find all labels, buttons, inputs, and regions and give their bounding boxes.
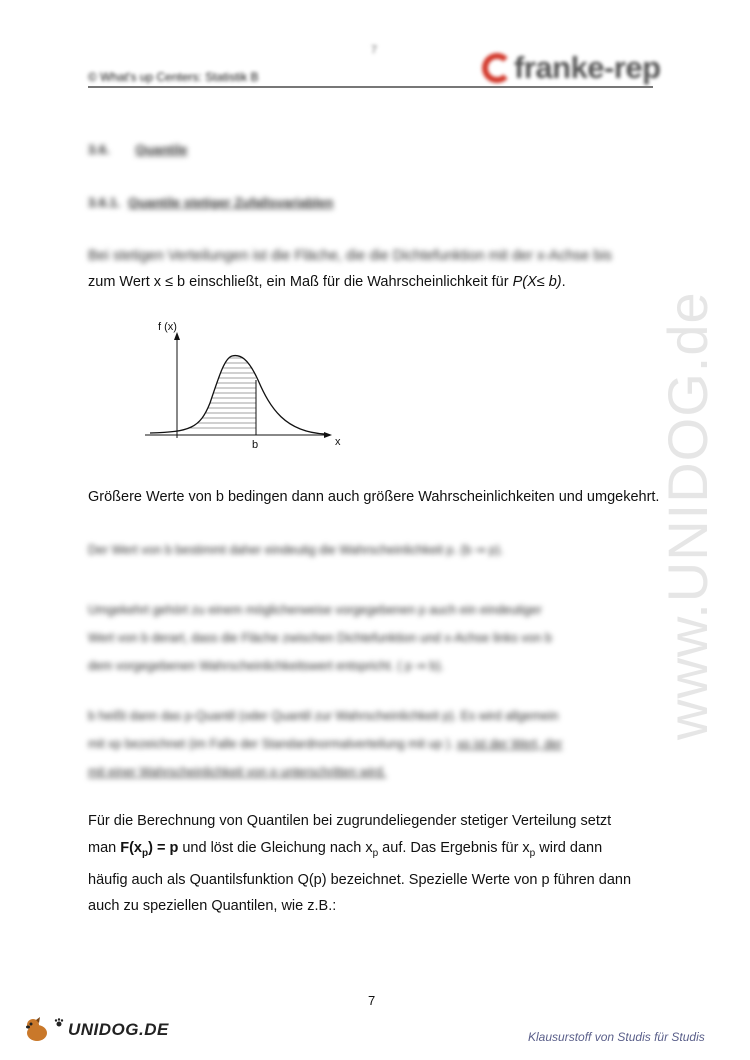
y-axis-label: f (x) [158,321,177,333]
section-heading [88,142,187,157]
para6-l2d: wird dann [535,839,603,856]
x-axis-label: x [335,436,341,448]
unidog-logo [22,1015,169,1045]
section-heading-number: 3.6. [88,142,110,157]
density-curve [150,356,325,434]
logo-c-icon [482,53,512,83]
subsection-heading-number: 3.6.1. [88,195,121,210]
header-left-text: © What's up Centers: Statistik B [88,70,259,84]
dog-icon [22,1015,52,1045]
header-page-number: 7 [371,44,378,56]
franke-rep-logo [482,48,661,88]
para6-line4: auch zu speziellen Quantilen, wie z.B.: [88,898,337,915]
subsection-heading-title: Quantile stetiger Zufallsvariablen [128,195,334,210]
para5-line1: b heißt dann das p-Quantil (oder Quantil zur Wahrscheinlichkeit p). Es wird allgemein [88,709,559,723]
para5-line2b: xp ist der Wert, der [456,737,563,751]
para6-l2c: auf. Das Ergebnis für x [378,839,530,856]
logo-text: franke-rep [514,50,661,85]
para6-l2-sub2: p [529,847,536,859]
para5-line3-text: mit einer Wahrscheinlichkeit von p unterschritten wird. [88,765,387,779]
para5-line2a: mit xp bezeichnet (im Falle der Standardnormalverteilung mit up ). [88,737,454,751]
page-number: 7 [368,993,376,1008]
density-figure [140,318,360,458]
x-axis-arrow [324,432,332,438]
para6-formula-sub: p [142,847,149,859]
paw-icon [54,1018,64,1028]
para6-line3: häufig auch als Quantilsfunktion Q(p) bezeichnet. Spezielle Werte von p führen dann [88,871,632,888]
watermark [655,280,750,740]
para6-line2 [88,835,661,867]
para1-line2 [88,269,661,296]
para6-formula-a: F(x [120,839,142,856]
para6-l2a: man [88,839,121,856]
para6-formula [120,839,179,859]
para4-line2: Wert von b derart, dass die Fläche zwischen Dichtefunktion und x-Achse links von b [88,631,552,645]
para6-line1: Für die Berechnung von Quantilen bei zugrundeliegender stetiger Verteilung setzt [88,813,612,829]
para6-l2-sub: p [372,847,379,859]
para6-formula-end: ) = p [148,839,179,856]
b-label: b [252,439,259,451]
para4 [88,596,661,680]
subsection-heading [88,195,333,210]
para5-line3 [88,758,661,786]
footer-tagline: Klausurstoff von Studis für Studis [528,1030,705,1044]
para1-line2-suffix: . [561,274,566,290]
density-plot [140,318,360,458]
para4-line1: Umgekehrt gehört zu einem möglicherweise vorgegebenen p auch ein eindeutiger [88,603,542,617]
para2: Größere Werte von b bedingen dann auch größere Wahrscheinlichkeiten und umgekehrt. [88,489,660,505]
para1-line1: Bei stetigen Verteilungen ist die Fläche, die die Dichtefunktion mit der x-Achse bis [88,248,612,264]
para3: Der Wert von b bestimmt daher eindeutig die Wahrscheinlichkeit p. (b ⇒ p). [88,543,504,557]
para4-line3: dem vorgegebenen Wahrscheinlichkeitswert entspricht. ( p ⇒ b). [88,659,445,673]
unidog-brand-text: UNIDOG.DE [68,1020,169,1039]
header-rule [88,86,653,88]
para1-line2-prefix: zum Wert x ≤ b einschließt, ein Maß für die Wahrscheinlichkeit für [88,274,513,290]
section-heading-title: Quantile [135,142,188,157]
para6-l2b: und löst die Gleichung nach x [178,839,373,856]
shaded-area [140,358,270,428]
y-axis-arrow [174,332,180,340]
para5 [88,702,661,786]
para5-line2 [88,730,661,758]
para6 [88,808,661,920]
watermark-text: www.UNIDOG.de [656,291,719,740]
para1-line2-italic: P(X≤ b) [512,274,562,290]
